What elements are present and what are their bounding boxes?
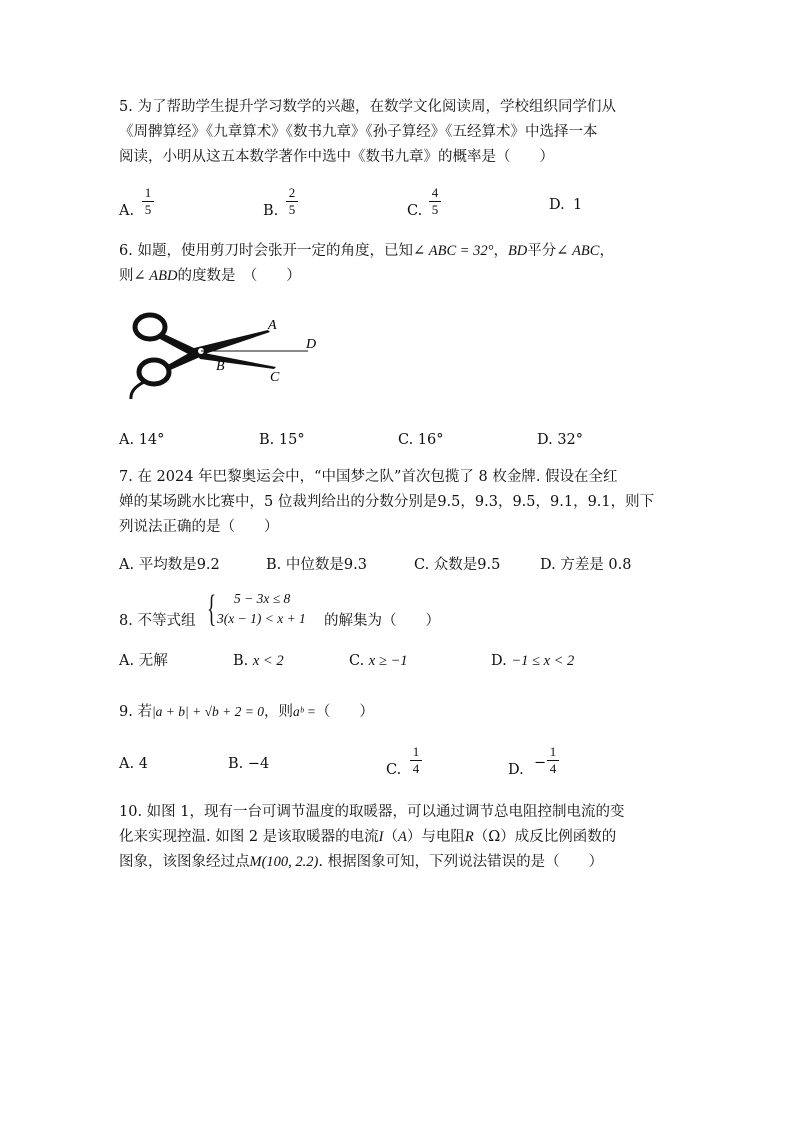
q6-option-b: B. 15° (259, 432, 305, 448)
q6-option-c: C. 16° (398, 432, 444, 448)
inequality-1: 5 − 3x ≤ 8 (234, 591, 291, 606)
q7-stem-line3: 列说法正确的是（ ） (119, 519, 279, 535)
q5-stem-line2: 《周髀算经》《九章算术》《数书九章》《孙子算经》《五经算术》中选择一本 (119, 124, 598, 140)
q7-option-c: C. 众数是9.5 (414, 557, 501, 573)
q5-stem-line1: 5. 为了帮助学生提升学习数学的兴趣，在数学文化阅读周，学校组织同学们从 (119, 99, 616, 115)
option-label: C. (407, 203, 423, 219)
q6-stem-line2: 则∠ ABD的度数是 （ ） (119, 268, 301, 284)
option-label: D. (549, 197, 565, 213)
q10-stem-line1: 10. 如图 1，现有一台可调节温度的取暖器，可以通过调节总电阻控制电流的变 (119, 804, 625, 820)
scissors-figure (118, 305, 328, 405)
q10-stem-line3: 图象，该图象经过点M(100, 2.2). 根据图象可知，下列说法错误的是（ ） (119, 854, 604, 870)
option-label: B. (263, 203, 279, 219)
q8-option-a: A. 无解 (119, 653, 168, 669)
q8-stem-prefix: 8. 不等式组 (119, 613, 196, 629)
lower-handle-ring (139, 360, 169, 384)
fraction: 1 5 (142, 186, 154, 217)
q9-option-b: B. −4 (228, 756, 270, 772)
option-value: 1 (573, 197, 583, 213)
fraction: 4 5 (429, 186, 441, 217)
label-c: C (270, 370, 280, 385)
handle-tail (131, 382, 144, 399)
q9-option-a: A. 4 (119, 756, 148, 772)
q9-option-d-sign: − (534, 755, 547, 771)
q8-stem-suffix: 的解集为（ ） (324, 613, 440, 629)
q9-expression: |a + b| + √b + 2 = 0 (151, 704, 264, 719)
lower-shank (166, 349, 200, 371)
q8-option-c: C. x ≥ −1 (349, 653, 408, 669)
q7-option-a: A. 平均数是9.2 (119, 557, 220, 573)
q8-option-b: B. x < 2 (233, 653, 284, 669)
q9-option-c-fraction: 1 4 (410, 745, 422, 776)
q9-option-d-fraction: 1 4 (547, 745, 559, 776)
q9-stem: 9. 若|a + b| + √b + 2 = 0，则aᵇ =（ ） (119, 704, 374, 720)
upper-shank (160, 333, 196, 355)
q7-option-b: B. 中位数是9.3 (266, 557, 367, 573)
option-label: A. (119, 203, 135, 219)
inequality-2: 3(x − 1) < x + 1 (217, 611, 306, 626)
q9-expression-2: aᵇ = (292, 704, 316, 719)
q9-option-c-label: C. (386, 762, 402, 778)
label-a: A (268, 318, 277, 333)
q10-stem-line2: 化来实现控温. 如图 2 是该取暖器的电流I（A）与电阻R（Ω）成反比例函数的 (119, 829, 617, 845)
q7-stem-line1: 7. 在 2024 年巴黎奥运会中，“中国梦之队”首次包揽了 8 枚金牌. 假设在全红 (119, 469, 618, 485)
q9-option-d-label: D. (508, 762, 524, 778)
label-d: D (306, 337, 317, 352)
fraction: 2 5 (286, 186, 298, 217)
q6-option-d: D. 32° (537, 432, 584, 448)
q8-option-d: D. −1 ≤ x < 2 (491, 653, 575, 669)
blade-c (194, 351, 276, 369)
upper-handle-ring (135, 315, 165, 339)
q7-option-d: D. 方差是 0.8 (540, 557, 632, 573)
label-b: B (216, 359, 225, 374)
q7-stem-line2: 婵的某场跳水比赛中，5 位裁判给出的分数分别是9.5，9.3，9.5，9.1，9.1，则下 (119, 494, 655, 510)
q5-stem-line3: 阅读，小明从这五本数学著作中选中《数书九章》的概率是（ ） (119, 149, 554, 165)
system-brace: { (207, 588, 217, 630)
q6-stem-line1: 6. 如题，使用剪刀时会张开一定的角度，已知∠ ABC = 32°，BD平分∠ ABC， (119, 243, 614, 259)
q6-option-a: A. 14° (119, 432, 165, 448)
